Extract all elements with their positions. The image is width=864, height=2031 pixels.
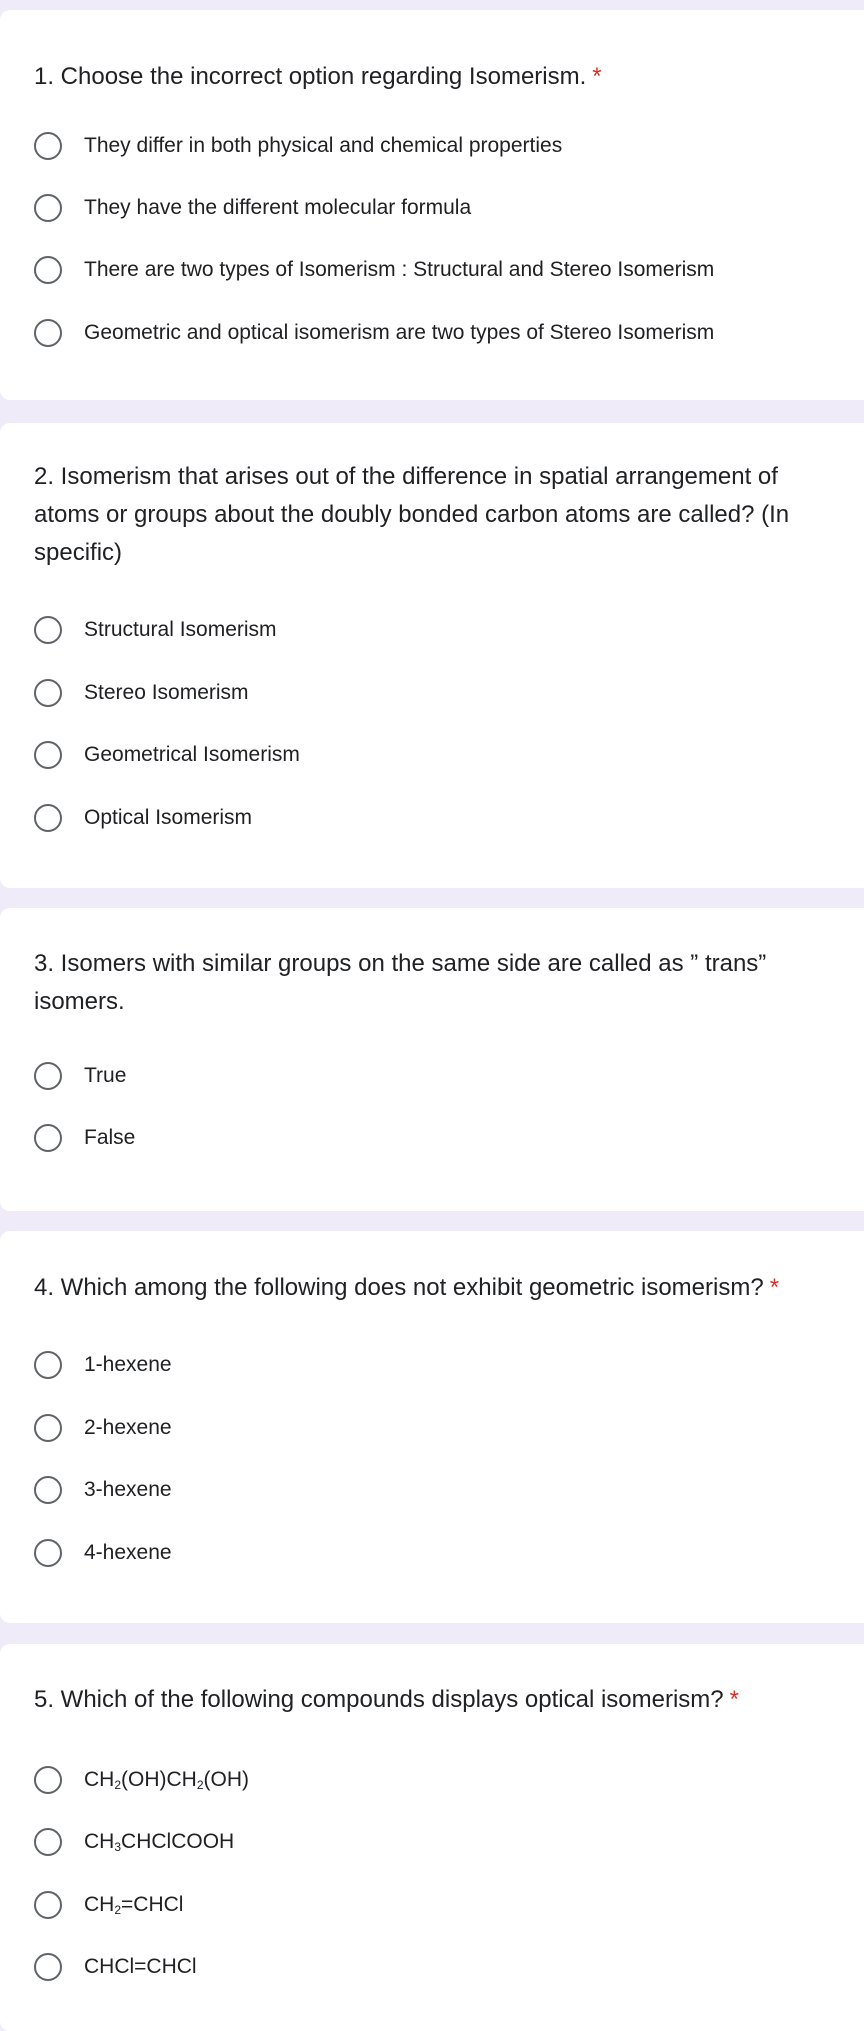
radio-button-icon[interactable] — [34, 1766, 62, 1794]
option-label: They differ in both physical and chemical properties — [84, 134, 563, 157]
option-radio[interactable] — [34, 313, 714, 353]
question-card-2 — [0, 423, 864, 888]
question-title: 4. Which among the following does not exhibit geometric isomerism? * — [34, 1274, 780, 1301]
option-label: Geometric and optical isomerism are two types of Stereo Isomerism — [84, 321, 715, 344]
question-card-3 — [0, 908, 864, 1211]
option-label: Structural Isomerism — [84, 618, 277, 641]
radio-button-icon[interactable] — [34, 1828, 62, 1856]
option-radio[interactable] — [34, 1345, 172, 1385]
option-radio[interactable] — [34, 1470, 172, 1510]
radio-button-icon[interactable] — [34, 132, 62, 160]
option-radio[interactable] — [34, 735, 300, 775]
option-label: $CH_3CHClCOOH$ — [84, 1830, 235, 1854]
option-label: Stereo Isomerism — [84, 681, 249, 704]
option-radio[interactable] — [34, 1056, 126, 1096]
radio-button-icon[interactable] — [34, 1539, 62, 1567]
radio-button-icon[interactable] — [34, 741, 62, 769]
option-label: $CH_2=CHCl$ — [84, 1893, 184, 1917]
option-label: $CH_2(OH)CH_2(OH)$ — [84, 1768, 250, 1792]
option-radio[interactable] — [34, 1822, 234, 1862]
question-title: 1. Choose the incorrect option regarding Isomerism. * — [34, 63, 602, 90]
option-radio[interactable] — [34, 610, 277, 650]
radio-button-icon[interactable] — [34, 1476, 62, 1504]
option-radio[interactable] — [34, 1760, 249, 1800]
radio-button-icon[interactable] — [34, 194, 62, 222]
option-label: 2-hexene — [84, 1416, 172, 1439]
option-radio[interactable] — [34, 798, 252, 838]
option-label: CHCl=CHCl — [84, 1955, 197, 1978]
question-card-5 — [0, 1644, 864, 2031]
option-label: 4-hexene — [84, 1541, 172, 1564]
question-card-4 — [0, 1231, 864, 1623]
required-asterisk: * — [769, 1274, 780, 1301]
option-label: There are two types of Isomerism : Structural and Stereo Isomerism — [84, 258, 715, 281]
required-asterisk: * — [729, 1686, 739, 1713]
option-radio[interactable] — [34, 1118, 135, 1158]
option-label: 1-hexene — [84, 1353, 172, 1376]
option-radio[interactable] — [34, 1885, 183, 1925]
radio-button-icon[interactable] — [34, 616, 62, 644]
radio-button-icon[interactable] — [34, 1953, 62, 1981]
radio-button-icon[interactable] — [34, 1124, 62, 1152]
option-label: Geometrical Isomerism — [84, 743, 300, 766]
option-radio[interactable] — [34, 126, 562, 166]
radio-button-icon[interactable] — [34, 1351, 62, 1379]
question-card-1 — [0, 10, 864, 400]
question-title: 2. Isomerism that arises out of the difference in spatial arrangement of atoms or groups about the doubly bonded carbon atoms are called? (In specific) — [34, 463, 790, 566]
radio-button-icon[interactable] — [34, 1062, 62, 1090]
radio-button-icon[interactable] — [34, 679, 62, 707]
option-label: They have the different molecular formula — [84, 196, 472, 219]
option-radio[interactable] — [34, 1533, 172, 1573]
radio-button-icon[interactable] — [34, 256, 62, 284]
option-label: Optical Isomerism — [84, 806, 253, 829]
option-radio[interactable] — [34, 1408, 172, 1448]
radio-button-icon[interactable] — [34, 804, 62, 832]
option-label: True — [84, 1064, 127, 1087]
radio-button-icon[interactable] — [34, 1414, 62, 1442]
question-title: 3. Isomers with similar groups on the same side are called as ” trans” isomers. — [34, 950, 767, 1015]
option-radio[interactable] — [34, 250, 714, 290]
required-asterisk: * — [592, 63, 602, 90]
question-title: 5. Which of the following compounds displays optical isomerism? * — [34, 1686, 739, 1713]
option-label: False — [84, 1126, 136, 1149]
option-label: 3-hexene — [84, 1478, 172, 1501]
option-radio[interactable] — [34, 673, 249, 713]
radio-button-icon[interactable] — [34, 1891, 62, 1919]
radio-button-icon[interactable] — [34, 319, 62, 347]
option-radio[interactable] — [34, 1947, 197, 1987]
option-radio[interactable] — [34, 188, 471, 228]
